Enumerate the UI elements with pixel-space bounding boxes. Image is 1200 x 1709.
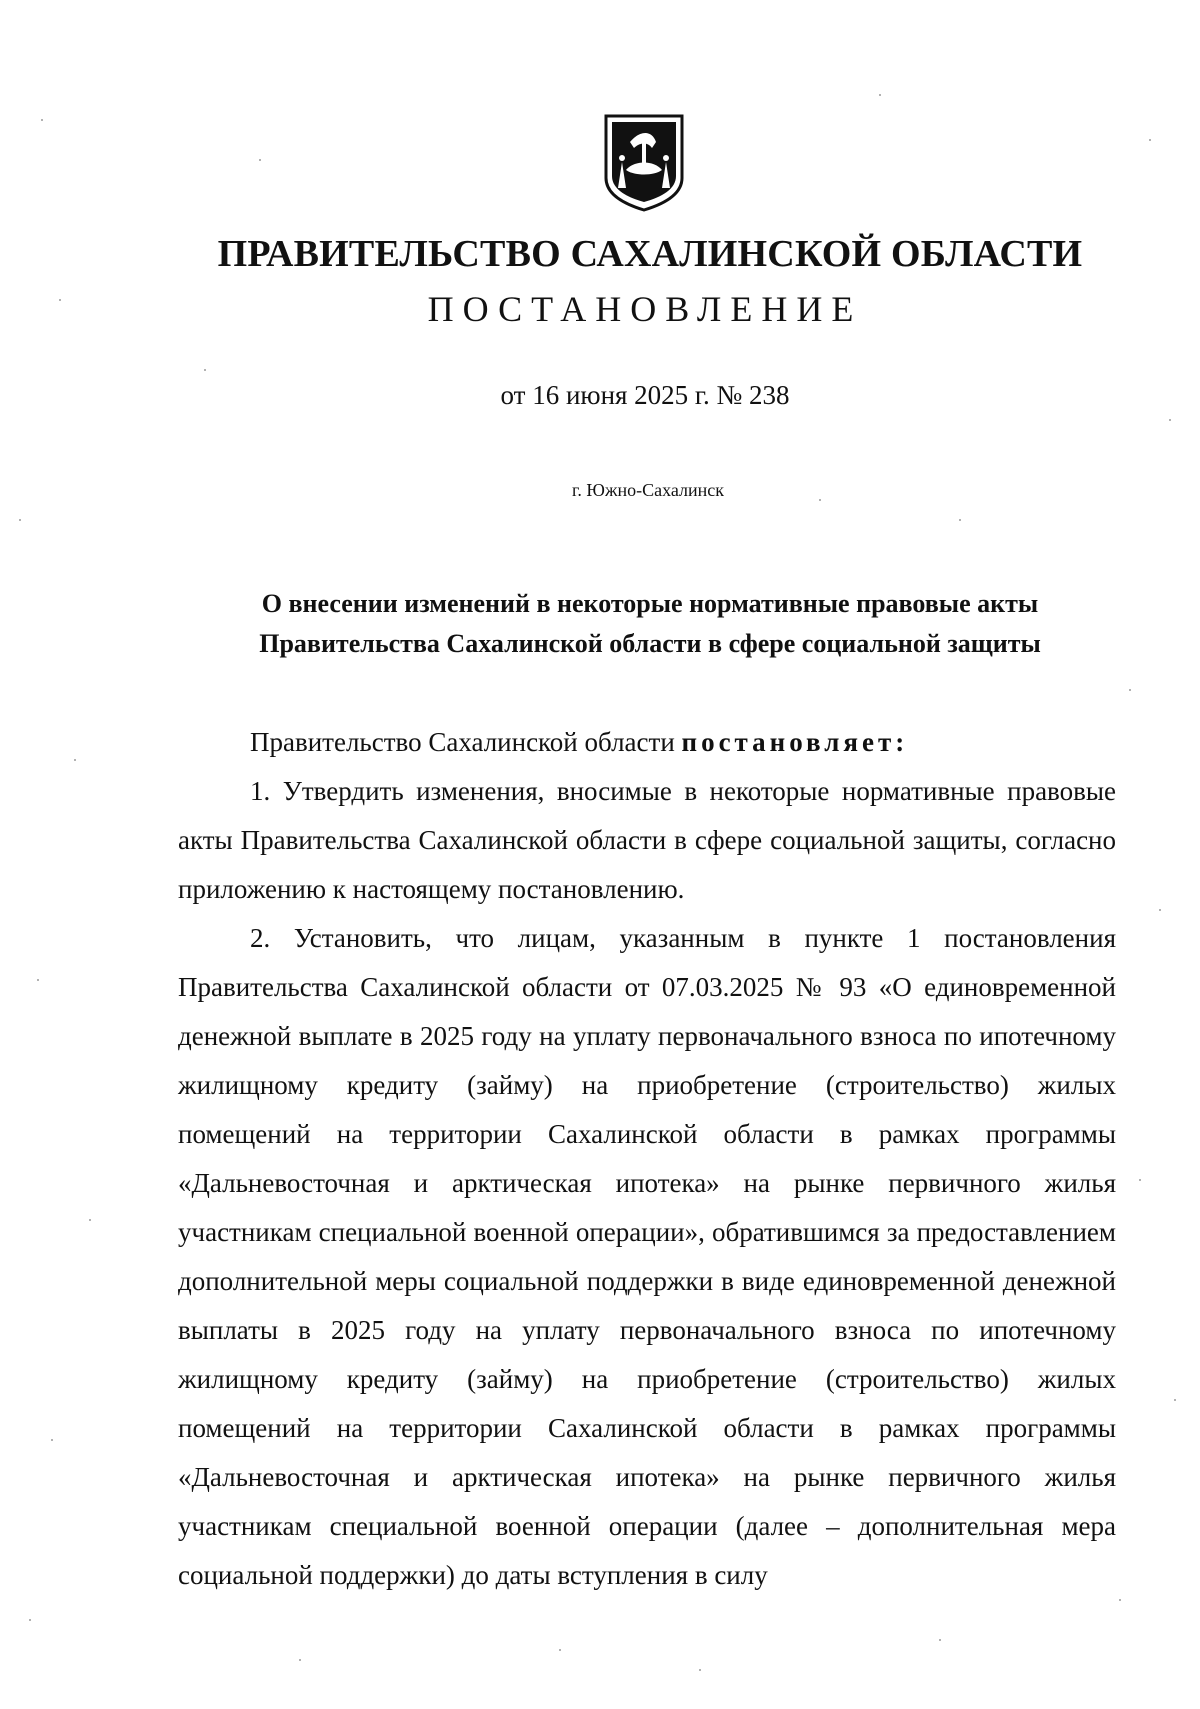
paragraph-2: 2. Установить, что лицам, указанным в пункте 1 постановления Правительства Сахалинской области от 07.03.2025 № 93 «О единовременной денежной выплате в 2025 году на уплату первоначального взноса по ипотечному жилищному кредиту (займу) на приобретение (строительство) жилых помещений на территории Сахалинской области в рамках программы «Дальневосточная и арктическая ипотека» на рынке первичного жилья участникам специальной военной операции», обратившимся за предоставлением дополнительной меры социальной поддержки в виде единовременной денежной выплаты в 2025 году на уплату первоначального взноса по ипотечному жилищному кредиту (займу) на приобретение (строительство) жилых помещений на территории Сахалинской области в рамках программы «Дальневосточная и арктическая ипотека» на рынке первичного жилья участникам специальной военной операции (далее – дополнительная мера социальной поддержки) до даты вступления в силу <box>178 923 1116 1590</box>
document-type: ПОСТАНОВЛЕНИЕ <box>427 289 863 329</box>
intro-paragraph <box>178 718 1116 767</box>
heading-line-2: Правительства Сахалинской области в сфере социальной защиты <box>259 629 1041 658</box>
intro-text: Правительство Сахалинской области <box>250 727 682 757</box>
paragraph-1: 1. Утвердить изменения, вносимые в некоторые нормативные правовые акты Правительства Сахалинской области в сфере социальной защиты, согласно приложению к настоящему постановлению. <box>178 776 1116 904</box>
organization-title: ПРАВИТЕЛЬСТВО САХАЛИНСКОЙ ОБЛАСТИ <box>217 233 1083 275</box>
coat-of-arms-icon <box>600 112 688 212</box>
document-date-number: от 16 июня 2025 г. № 238 <box>500 380 790 410</box>
document-body <box>178 718 1116 1600</box>
heading-line-1: О внесении изменений в некоторые нормативные правовые акты <box>261 589 1039 618</box>
document-heading <box>180 584 1120 664</box>
document-place: г. Южно-Сахалинск <box>571 480 725 500</box>
intro-keyword: постановляет: <box>681 727 909 757</box>
